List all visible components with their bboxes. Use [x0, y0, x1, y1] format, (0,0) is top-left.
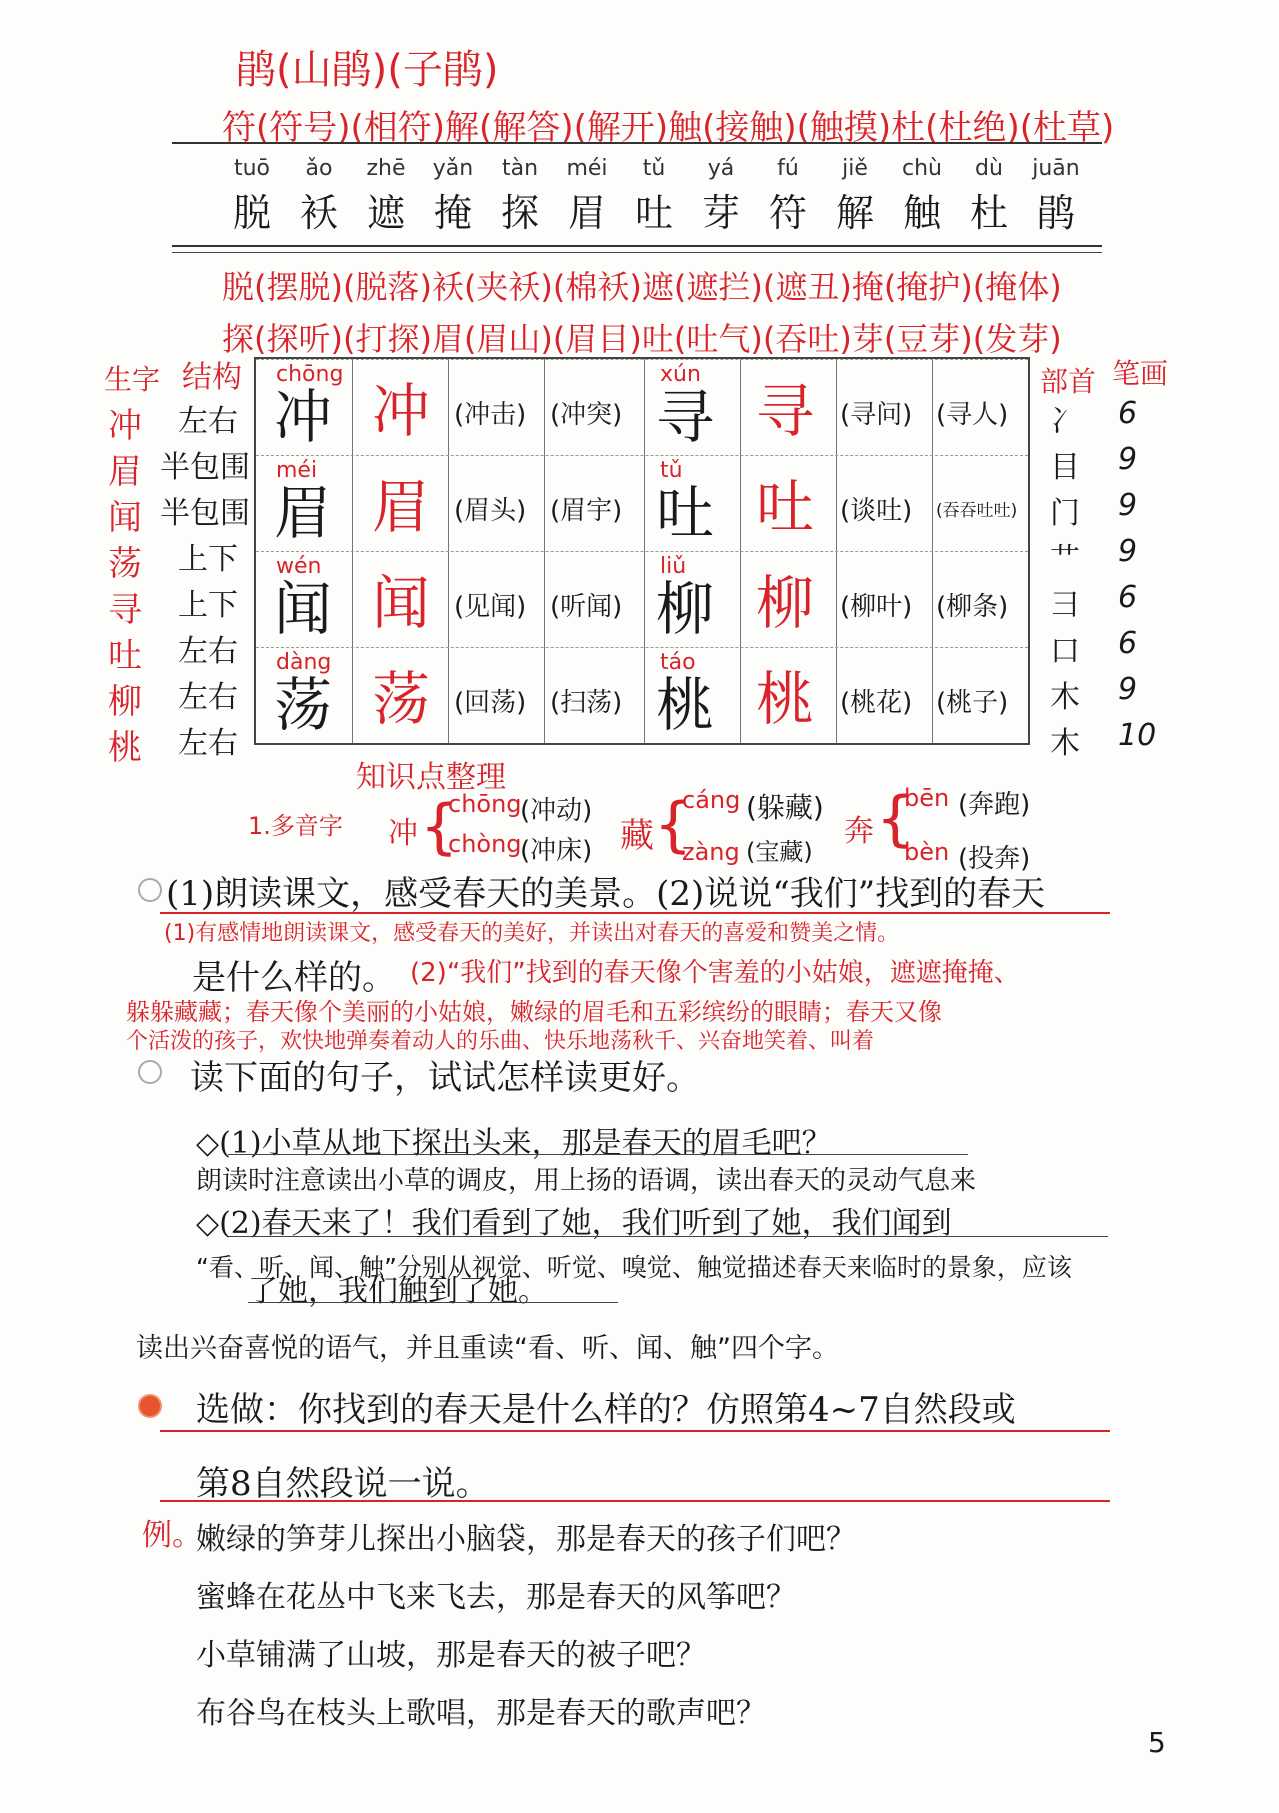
divider-mid-2: [172, 252, 1102, 253]
question-2-answer-1: 朗读时注意读出小草的调皮，用上扬的语调，读出春天的灵动气息来: [196, 1166, 977, 1196]
grid-pinyin: dàng: [276, 650, 332, 675]
grid-pinyin: liǔ: [660, 554, 687, 579]
side-char: 荡: [108, 544, 142, 584]
top-word-line-1: 鹃(山鹃)(子鹃): [236, 47, 499, 93]
pinyin-label: ǎo: [305, 156, 333, 181]
top-word-line-2: 符(符号)(相符)解(解答)(解开)触(接触)(触摸)杜(杜绝)(杜草): [222, 108, 1115, 148]
grid-character-red: 冲: [372, 377, 431, 445]
question-2-sentence-2: ◇(2)春天来了！我们看到了她，我们听到了她，我们闻到: [196, 1206, 952, 1241]
pinyin-character: 吐: [634, 191, 673, 235]
question-2-sentence-2b: 了她，我们触到了她。: [248, 1274, 548, 1309]
pinyin-character: 鹃: [1036, 191, 1075, 235]
pinyin-character: 触: [902, 191, 941, 235]
poly-ben-brace: {: [876, 784, 915, 854]
pinyin-label: zhē: [366, 156, 406, 181]
grid-character-red: 眉: [372, 473, 431, 541]
pinyin-character: 袄: [299, 191, 338, 235]
grid-word: (吞吞吐吐): [936, 501, 1018, 521]
grid-row: [256, 455, 1028, 553]
poly-cang-brace: {: [654, 790, 693, 860]
side-radical: 彐: [1050, 588, 1080, 623]
poly-cang-a-word: (躲藏): [746, 791, 824, 824]
grid-pinyin: wén: [276, 554, 322, 579]
poly-ben-b-word: (投奔): [958, 844, 1031, 874]
pinyin-label: méi: [566, 156, 608, 181]
pinyin-label: yá: [707, 156, 735, 181]
question-1-text: (1)朗读课文，感受春天的美景。(2)说说“我们”找到的春天: [166, 874, 1046, 914]
grid-word: (冲突): [550, 400, 623, 430]
grid-pinyin: chōng: [276, 362, 344, 387]
knowledge-label: 1.多音字: [248, 812, 343, 840]
grid-word: (眉宇): [550, 496, 623, 526]
knowledge-title: 知识点整理: [356, 760, 506, 795]
sentence-2-underline: [228, 1236, 1108, 1237]
grid-word: (眉头): [454, 496, 527, 526]
side-stroke: 6: [1118, 396, 1138, 431]
side-header-radical: 部首: [1040, 365, 1097, 398]
side-stroke: 6: [1118, 580, 1138, 615]
grid-character-red: 桃: [756, 665, 815, 733]
question-2-answer-2b: 读出兴奋喜悦的语气，并且重读“看、听、闻、触”四个字。: [136, 1333, 839, 1364]
side-radical: 木: [1050, 726, 1080, 761]
side-radical: 艹: [1050, 542, 1080, 577]
question-3-underline-2: [160, 1500, 1110, 1502]
side-radical: 口: [1050, 634, 1080, 669]
grid-pinyin: táo: [660, 650, 696, 675]
side-header-struct: 结构: [182, 360, 242, 395]
grid-word: (回荡): [454, 688, 527, 718]
side-header-strokes: 笔画: [1112, 357, 1169, 390]
grid-character: 吐: [656, 479, 715, 547]
side-stroke: 6: [1118, 626, 1138, 661]
divider-top: [172, 142, 1102, 144]
side-char: 柳: [108, 682, 142, 722]
pinyin-character: 掩: [433, 191, 472, 235]
side-struct: 左右: [178, 726, 238, 761]
grid-character: 桃: [656, 671, 715, 739]
grid-pinyin: tǔ: [660, 458, 683, 483]
grid-word: (柳条): [936, 592, 1009, 622]
grid-row: [256, 551, 1028, 649]
pinyin-character: 遮: [366, 191, 405, 235]
question-1-bullet-icon: [138, 878, 162, 902]
grid-character-red: 柳: [756, 569, 815, 637]
poly-ben-a-word: (奔跑): [958, 790, 1031, 820]
pinyin-character: 芽: [701, 191, 740, 235]
side-char: 闻: [108, 498, 142, 538]
divider-mid-1: [172, 245, 1102, 247]
question-3-text: 选做：你找到的春天是什么样的？仿照第4~7自然段或: [196, 1390, 1016, 1430]
side-stroke: 10: [1118, 718, 1157, 753]
question-1-underline: [160, 912, 1110, 914]
example-sentence: 布谷鸟在枝头上歌唱，那是春天的歌声吧？: [196, 1696, 766, 1731]
side-radical: 木: [1050, 680, 1080, 715]
grid-word: (桃子): [936, 688, 1009, 718]
sentence-1-underline: [228, 1154, 968, 1155]
side-radical: 门: [1050, 496, 1080, 531]
poly-ben-char: 奔: [844, 814, 874, 849]
grid-character: 闻: [274, 575, 333, 643]
side-char: 桃: [108, 728, 142, 768]
example-label: 例。: [142, 1518, 202, 1553]
poly-chong-a-word: (冲动): [520, 796, 593, 826]
poly-chong-char: 冲: [388, 816, 418, 851]
side-struct: 半包围: [160, 450, 250, 485]
side-radical: 冫: [1050, 404, 1080, 439]
pinyin-character: 杜: [969, 191, 1008, 235]
question-1-answer-2: (2)“我们”找到的春天像个害羞的小姑娘，遮遮掩掩、: [410, 958, 1020, 988]
grid-word: (见闻): [454, 592, 527, 622]
side-struct: 上下: [178, 588, 238, 623]
side-char: 寻: [108, 590, 142, 630]
grid-row: [256, 647, 1028, 745]
grid-pinyin: méi: [276, 458, 318, 483]
question-3-bullet-icon: [138, 1394, 162, 1418]
grid-word: (冲击): [454, 400, 527, 430]
example-sentence: 蜜蜂在花丛中飞来飞去，那是春天的风筝吧？: [196, 1580, 796, 1615]
grid-character: 柳: [656, 575, 715, 643]
pinyin-character: 符: [768, 191, 807, 235]
question-1-answer-4: 个活泼的孩子，欢快地弹奏着动人的乐曲、快乐地荡秋千、兴奋地笑着、叫着: [126, 1029, 875, 1054]
poly-chong-a-py: chōng: [448, 790, 522, 818]
grid-word: (寻问): [840, 400, 913, 430]
question-3-underline: [160, 1430, 1110, 1432]
pinyin-label: yǎn: [432, 156, 474, 181]
poly-cang-char: 藏: [620, 816, 654, 856]
question-2-bullet-icon: [138, 1060, 162, 1084]
grid-pinyin: xún: [660, 362, 701, 387]
question-1-text-2: 是什么样的。: [192, 958, 396, 998]
grid-character-red: 寻: [756, 377, 815, 445]
side-header-char: 生字: [104, 363, 161, 396]
side-struct: 上下: [178, 542, 238, 577]
question-3-text-2: 第8自然段说一说。: [196, 1464, 490, 1504]
side-char: 冲: [108, 406, 142, 446]
question-2-answer-2: “看、听、闻、触”分别从视觉、听觉、嗅觉、触觉描述春天来临时的景象，应该: [196, 1253, 1072, 1282]
grid-row: [256, 359, 1028, 457]
pinyin-label: dù: [975, 156, 1003, 181]
pinyin-label: chù: [902, 156, 942, 181]
word-line-1: 脱(摆脱)(脱落)袄(夹袄)(棉袄)遮(遮拦)(遮丑)掩(掩护)(掩体): [222, 268, 1062, 306]
grid-character: 眉: [274, 479, 333, 547]
question-1-answer-1: (1)有感情地朗读课文，感受春天的美好，并读出对春天的喜爱和赞美之情。: [164, 921, 900, 946]
side-char: 眉: [108, 452, 142, 492]
grid-character: 寻: [656, 383, 715, 451]
pinyin-label: fú: [777, 156, 799, 181]
poly-chong-b-py: chòng: [448, 830, 522, 858]
pinyin-label: tàn: [501, 156, 539, 181]
page-number: 5: [1148, 1726, 1166, 1759]
grid-character-red: 吐: [756, 473, 815, 541]
pinyin-label: juān: [1032, 156, 1080, 181]
grid-word: (听闻): [550, 592, 623, 622]
pinyin-character: 眉: [567, 191, 606, 235]
grid-word: (柳叶): [840, 592, 913, 622]
example-sentence: 嫩绿的笋芽儿探出小脑袋，那是春天的孩子们吧？: [196, 1522, 856, 1557]
pinyin-character: 解: [835, 191, 874, 235]
poly-ben-b-py: bèn: [904, 838, 950, 866]
side-stroke: 9: [1118, 488, 1138, 523]
pinyin-character: 探: [500, 191, 539, 235]
grid-word: (扫荡): [550, 688, 623, 718]
question-2-text: 读下面的句子，试试怎样读更好。: [190, 1058, 700, 1098]
side-struct: 左右: [178, 404, 238, 439]
side-struct: 半包围: [160, 496, 250, 531]
grid-character: 冲: [274, 383, 333, 451]
side-struct: 左右: [178, 680, 238, 715]
side-stroke: 9: [1118, 534, 1138, 569]
poly-ben-a-py: bēn: [904, 784, 950, 812]
pinyin-character-row: [222, 156, 1102, 236]
side-struct: 左右: [178, 634, 238, 669]
grid-word: (桃花): [840, 688, 913, 718]
poly-cang-b-word: (宝藏): [746, 838, 813, 866]
pinyin-character: 脱: [232, 191, 271, 235]
poly-cang-a-py: cáng: [682, 786, 741, 814]
question-1-answer-3: 躲躲藏藏；春天像个美丽的小姑娘，嫩绿的眉毛和五彩缤纷的眼睛；春天又像: [126, 998, 942, 1026]
poly-chong-brace: {: [420, 792, 459, 862]
side-stroke: 9: [1118, 672, 1138, 707]
pinyin-label: jiě: [842, 156, 868, 181]
word-line-2: 探(探听)(打探)眉(眉山)(眉目)吐(吐气)(吞吐)芽(豆芽)(发芽): [222, 320, 1062, 358]
side-radical: 目: [1050, 450, 1080, 485]
example-sentence: 小草铺满了山坡，那是春天的被子吧？: [196, 1638, 706, 1673]
grid-word: (谈吐): [840, 496, 913, 526]
sentence-2b-underline: [248, 1302, 618, 1303]
question-2-sentence-1: ◇(1)小草从地下探出头来，那是春天的眉毛吧？: [196, 1126, 832, 1161]
poly-cang-b-py: zàng: [682, 838, 740, 866]
pinyin-label: tǔ: [642, 156, 666, 181]
side-char: 吐: [108, 636, 142, 676]
grid-character: 荡: [274, 671, 333, 739]
pinyin-label: tuō: [233, 156, 271, 181]
grid-word: (寻人): [936, 400, 1009, 430]
grid-character-red: 荡: [372, 665, 431, 733]
side-stroke: 9: [1118, 442, 1138, 477]
poly-chong-b-word: (冲床): [520, 836, 593, 866]
character-grid: [254, 357, 1030, 745]
grid-character-red: 闻: [372, 569, 431, 637]
